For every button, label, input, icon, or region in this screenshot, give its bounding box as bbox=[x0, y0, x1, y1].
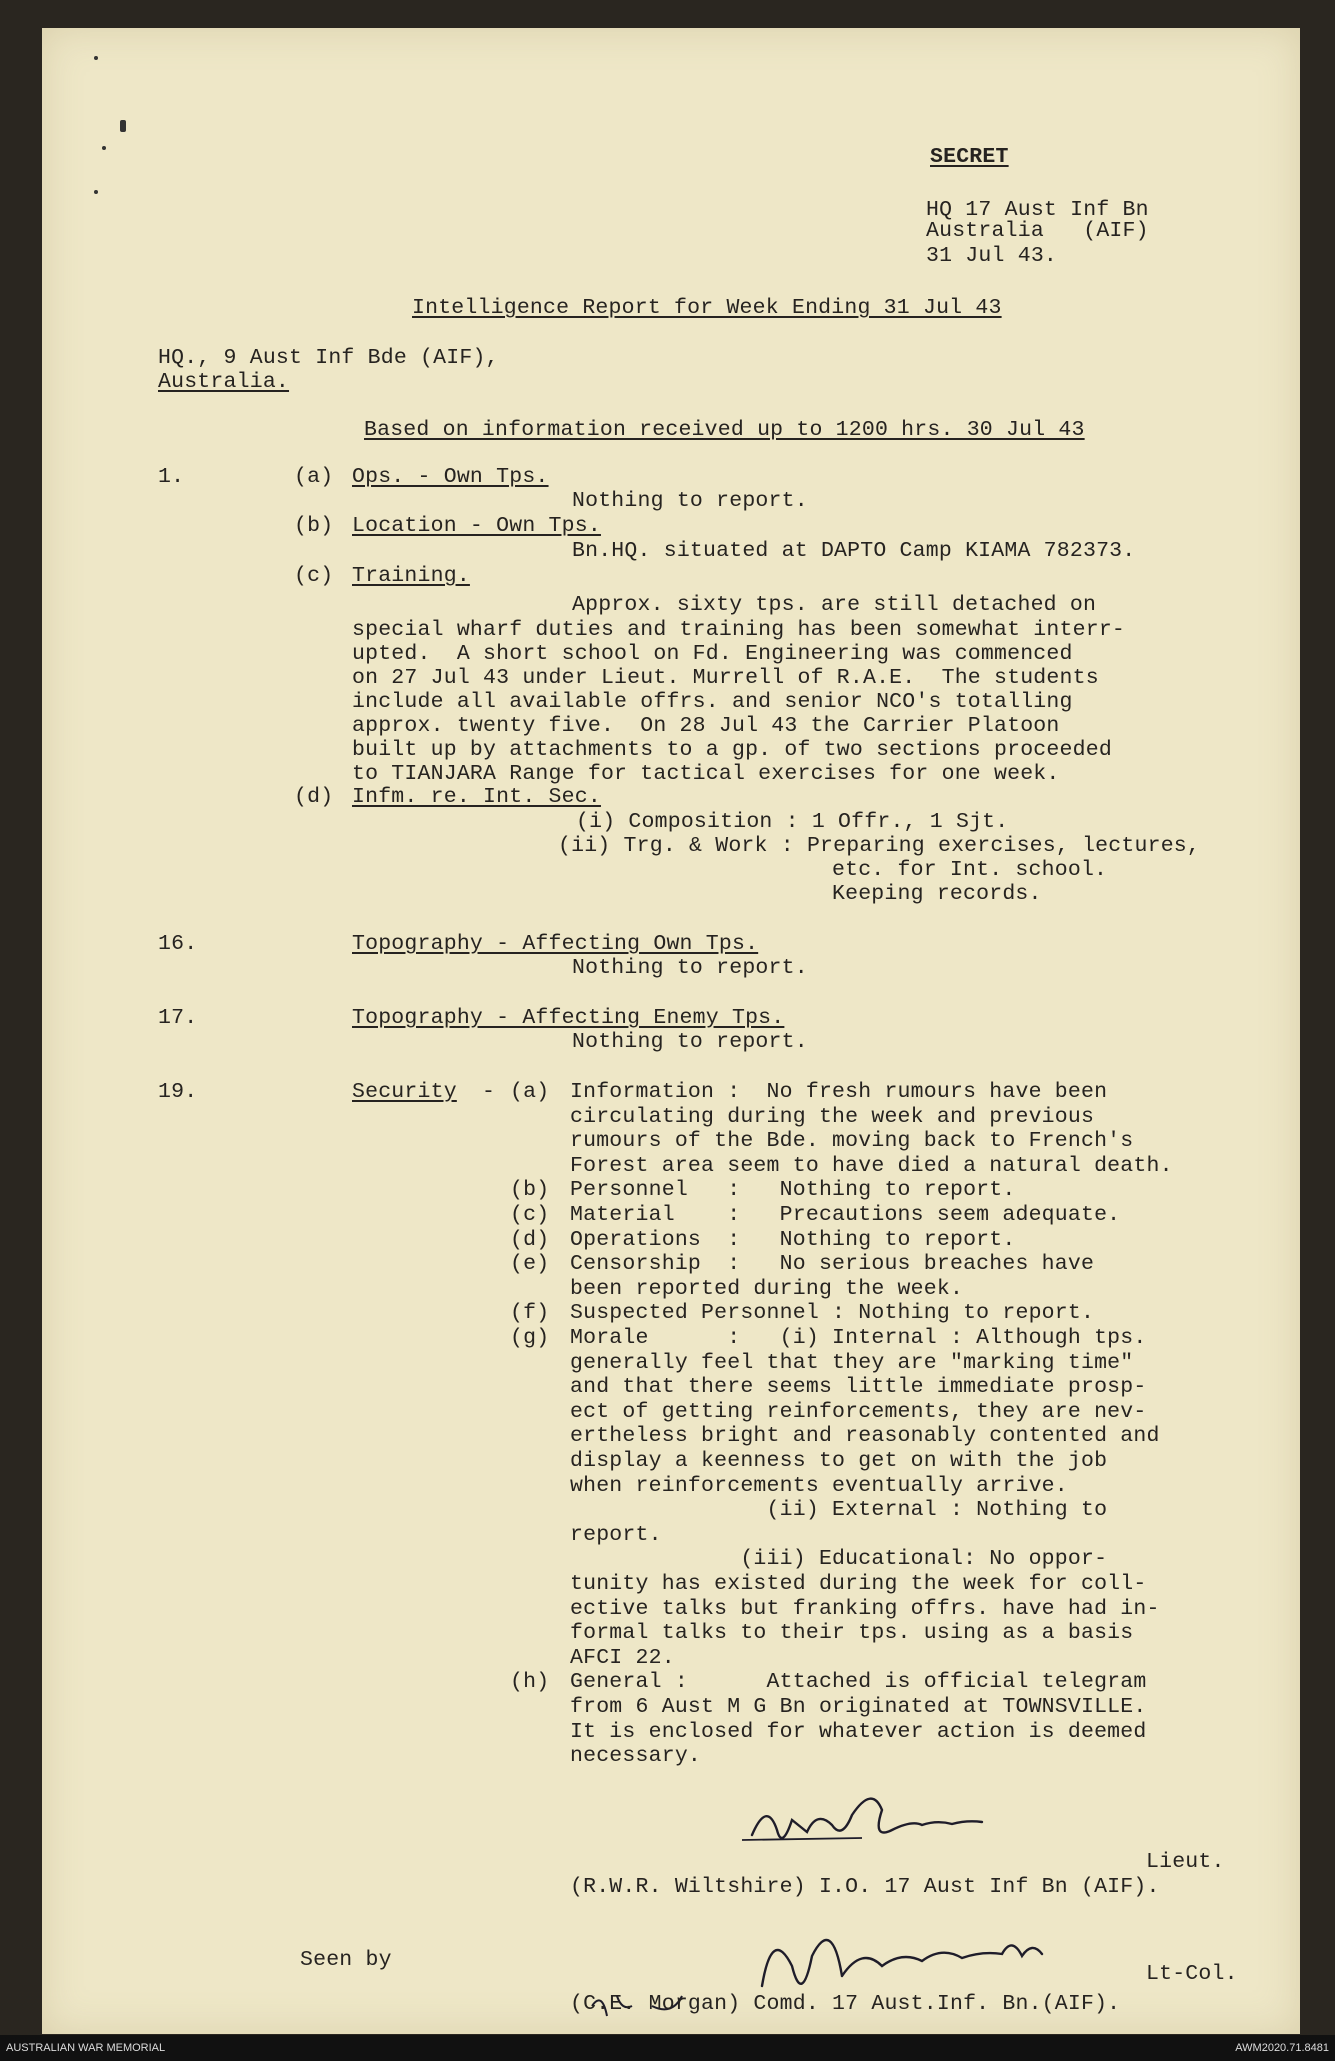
ink-dot bbox=[102, 146, 106, 150]
security-line: Personnel : Nothing to report. bbox=[570, 1178, 1016, 1203]
security-line: Material : Precautions seem adequate. bbox=[570, 1203, 1121, 1227]
security-sub-label: (d) bbox=[510, 1227, 550, 1252]
para-dash: - bbox=[482, 1080, 496, 1104]
sub-label: (c) bbox=[294, 564, 334, 588]
from-line-1: HQ 17 Aust Inf Bn bbox=[926, 198, 1149, 222]
int-sec-composition: (i) Composition : 1 Offr., 1 Sjt. bbox=[576, 810, 1009, 834]
security-line: AFCI 22. bbox=[570, 1645, 675, 1670]
int-sec-work-cont: etc. for Int. school. bbox=[832, 858, 1108, 882]
para-number: 1. bbox=[158, 465, 185, 489]
archive-footer bbox=[0, 2035, 1335, 2061]
para-text: Nothing to report. bbox=[572, 1030, 808, 1054]
security-sub-label: (g) bbox=[510, 1326, 550, 1350]
training-line: approx. twenty five. On 28 Jul 43 the Carrier Platoon bbox=[352, 714, 1060, 738]
security-line: ective talks but franking offrs. have had in- bbox=[570, 1596, 1160, 1621]
security-line: when reinforcements eventually arrive. bbox=[570, 1473, 1068, 1498]
para-number: 17. bbox=[158, 1006, 198, 1030]
para-heading: Topography - Affecting Enemy Tps. bbox=[352, 1006, 785, 1030]
security-line: report. bbox=[570, 1522, 662, 1547]
ink-dot bbox=[94, 56, 98, 60]
document-page bbox=[42, 28, 1300, 2034]
signature-morgan bbox=[512, 1896, 1232, 2046]
security-line: been reported during the week. bbox=[570, 1276, 964, 1301]
commanding-block: (C.E. Morgan) Comd. 17 Aust.Inf. Bn.(AIF). bbox=[570, 1992, 1121, 2016]
para-heading: Security bbox=[352, 1080, 457, 1104]
ink-mark bbox=[120, 120, 126, 132]
security-line: (iii) Educational: No oppor- bbox=[570, 1547, 1108, 1572]
security-line: Morale : (i) Internal : Although tps. bbox=[570, 1326, 1147, 1350]
security-line: Operations : Nothing to report. bbox=[570, 1227, 1016, 1252]
classification: SECRET bbox=[930, 145, 1009, 169]
sub-label: (b) bbox=[294, 514, 334, 538]
sub-heading: Training. bbox=[352, 564, 470, 588]
para-heading: Topography - Affecting Own Tps. bbox=[352, 932, 759, 956]
report-basis: Based on information received up to 1200 hrs. 30 Jul 43 bbox=[364, 418, 1085, 442]
para-number: 19. bbox=[158, 1080, 198, 1104]
security-line: Suspected Personnel : Nothing to report. bbox=[570, 1301, 1095, 1326]
security-line: ect of getting reinforcements, they are nev- bbox=[570, 1399, 1147, 1424]
sub-heading: Location - Own Tps. bbox=[352, 514, 601, 538]
signatory-block: (R.W.R. Wiltshire) I.O. 17 Aust Inf Bn (AIF). bbox=[570, 1875, 1160, 1899]
sub-label: (d) bbox=[294, 785, 334, 809]
security-line: necessary. bbox=[570, 1744, 702, 1769]
security-line: formal talks to their tps. using as a basis bbox=[570, 1621, 1134, 1646]
security-line: It is enclosed for whatever action is deemed bbox=[570, 1719, 1147, 1744]
training-line: special wharf duties and training has been somewhat interr- bbox=[352, 618, 1126, 642]
security-line: and that there seems little immediate prosp- bbox=[570, 1375, 1147, 1400]
from-line-2: Australia (AIF) bbox=[926, 219, 1149, 243]
archive-reference: AWM2020.71.8481 bbox=[1235, 2042, 1329, 2054]
int-sec-work-cont: Keeping records. bbox=[832, 882, 1042, 906]
from-line-3: 31 Jul 43. bbox=[926, 244, 1058, 268]
security-sub-label: (c) bbox=[510, 1203, 550, 1227]
security-line: circulating during the week and previous bbox=[570, 1104, 1095, 1129]
security-line: generally feel that they are "marking time" bbox=[570, 1350, 1134, 1375]
int-sec-work: (ii) Trg. & Work : Preparing exercises, lectures, bbox=[558, 834, 1201, 858]
sub-text: Bn.HQ. situated at DAPTO Camp KIAMA 782373. bbox=[572, 539, 1136, 563]
security-line: display a keenness to get on with the job bbox=[570, 1449, 1108, 1473]
addressee-line-1: HQ., 9 Aust Inf Bde (AIF), bbox=[158, 346, 499, 370]
sub-text: Nothing to report. bbox=[572, 489, 808, 513]
signatory-rank: Lieut. bbox=[1146, 1850, 1225, 1874]
signature-wiltshire bbox=[722, 1780, 1042, 1870]
sub-label: (a) bbox=[294, 465, 334, 489]
security-sub-label: (a) bbox=[510, 1080, 550, 1104]
para-number: 16. bbox=[158, 932, 198, 956]
security-line: tunity has existed during the week for coll- bbox=[570, 1572, 1147, 1596]
security-sub-label: (h) bbox=[510, 1670, 550, 1695]
sub-heading: Ops. - Own Tps. bbox=[352, 465, 549, 489]
para-text: Nothing to report. bbox=[572, 956, 808, 980]
security-line: Information : No fresh rumours have been bbox=[570, 1080, 1108, 1104]
training-line: to TIANJARA Range for tactical exercises for one week. bbox=[352, 762, 1060, 786]
commanding-rank: Lt-Col. bbox=[1146, 1962, 1238, 1986]
seen-by-label: Seen by bbox=[300, 1948, 392, 1972]
security-sub-label: (f) bbox=[510, 1301, 550, 1326]
training-line: include all available offrs. and senior NCO's totalling bbox=[352, 690, 1073, 714]
security-line: (ii) External : Nothing to bbox=[570, 1498, 1108, 1523]
training-line: Approx. sixty tps. are still detached on bbox=[572, 593, 1097, 617]
addressee-line-2: Australia. bbox=[158, 370, 290, 394]
sub-heading: Infm. re. Int. Sec. bbox=[352, 785, 601, 809]
security-sub-label: (e) bbox=[510, 1252, 550, 1277]
security-line: from 6 Aust M G Bn originated at TOWNSVILLE. bbox=[570, 1695, 1147, 1719]
security-line: rumours of the Bde. moving back to French's bbox=[570, 1129, 1134, 1154]
ink-dot bbox=[94, 190, 98, 194]
training-line: built up by attachments to a gp. of two sections proceeded bbox=[352, 738, 1112, 762]
security-line: ertheless bright and reasonably contented and bbox=[570, 1424, 1160, 1449]
security-line: Censorship : No serious breaches have bbox=[570, 1252, 1095, 1277]
training-line: upted. A short school on Fd. Engineering was commenced bbox=[352, 642, 1073, 666]
report-title: Intelligence Report for Week Ending 31 Jul 43 bbox=[412, 296, 1002, 320]
training-line: on 27 Jul 43 under Lieut. Murrell of R.A.E. The students bbox=[352, 666, 1099, 690]
security-sub-label: (b) bbox=[510, 1178, 550, 1203]
security-line: Forest area seem to have died a natural death. bbox=[570, 1153, 1173, 1178]
security-line: General : Attached is official telegram bbox=[570, 1670, 1147, 1695]
archive-name: AUSTRALIAN WAR MEMORIAL bbox=[6, 2042, 166, 2054]
